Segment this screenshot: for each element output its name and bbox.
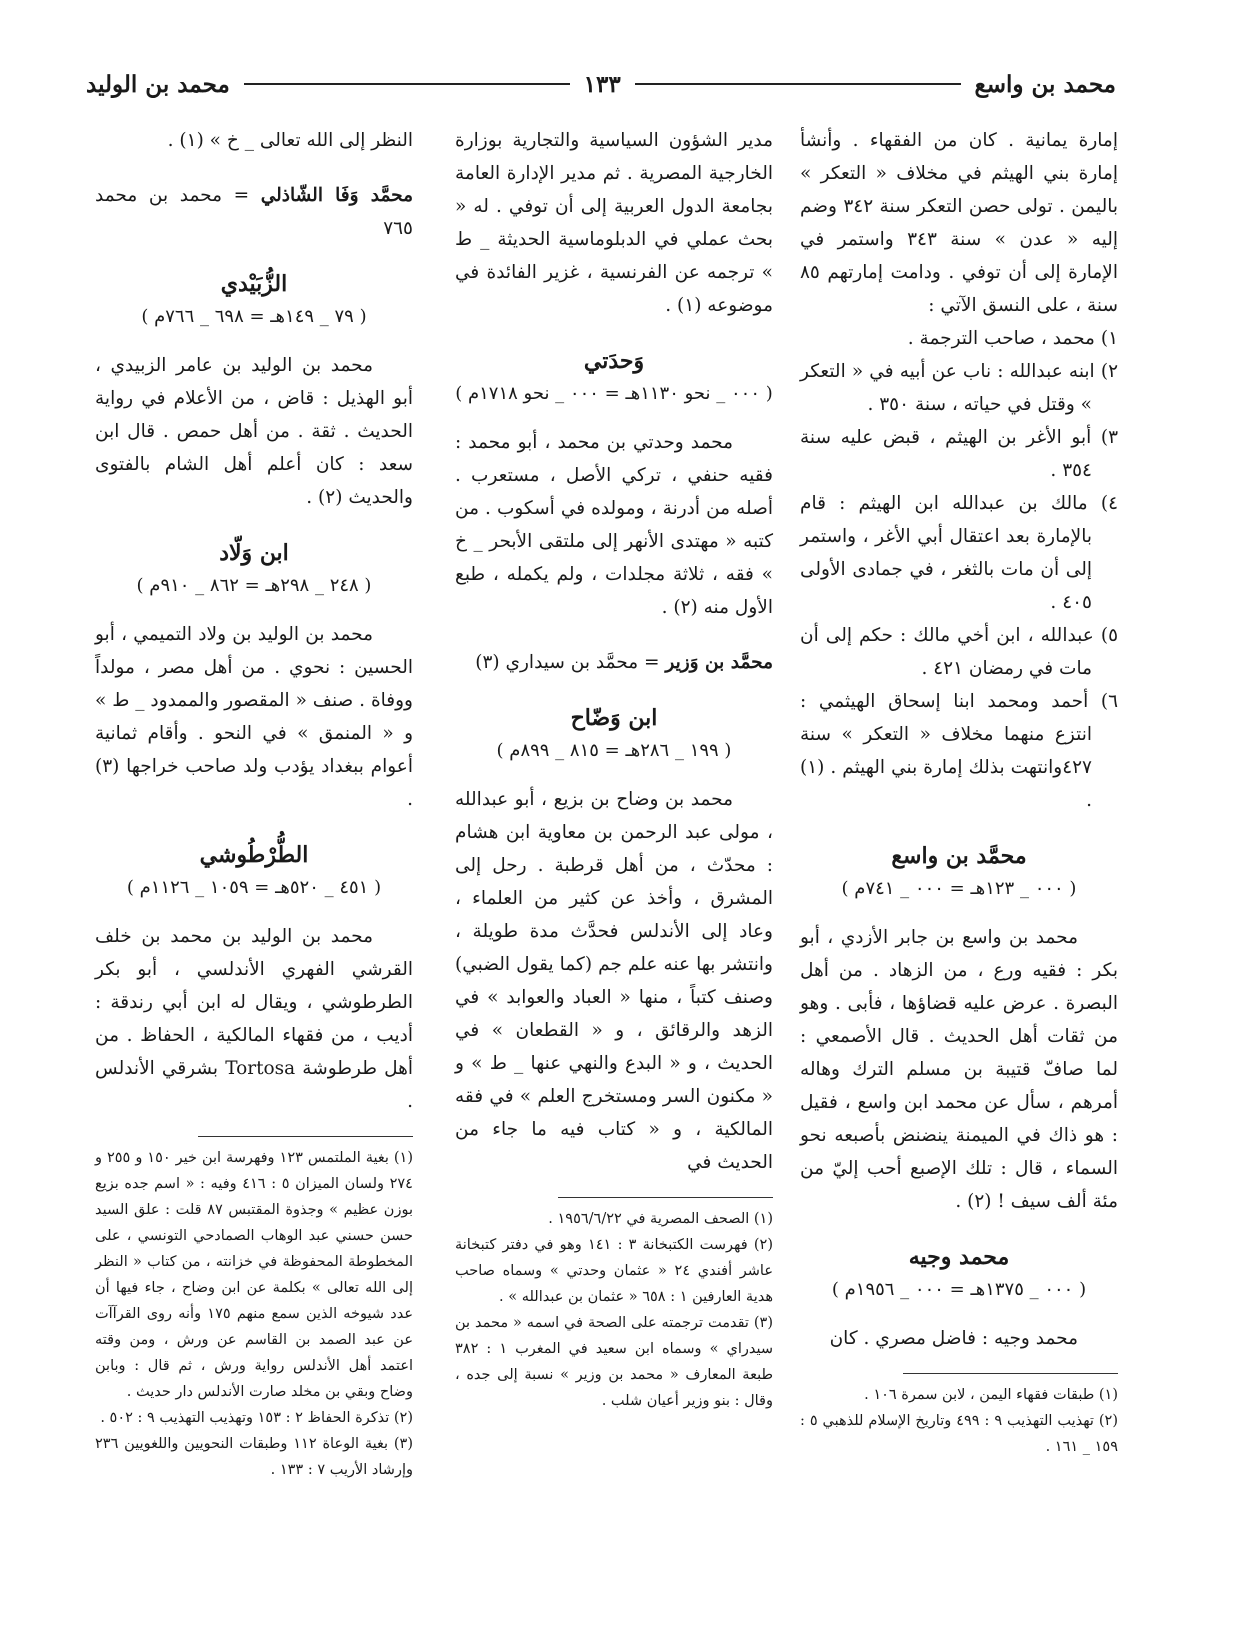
paragraph: مدير الشؤون السياسية والتجارية بوزارة الخارجية المصرية . ثم مدير الإدارة العامة بجامعة الدول العربية إلى أن توفي . له « بحث عملي في الدبلوماسية الحديثة _ ط » ترجمه عن الفرنسية ، غزير الفائدة في موضوعه (١) . bbox=[455, 130, 773, 316]
running-head-left: محمد بن الوليد bbox=[86, 70, 230, 98]
entry-title: محمد وجيه bbox=[908, 1244, 1010, 1270]
header-rule-left bbox=[244, 83, 570, 85]
entry-dates: ( ٧٩ _ ١٤٩هـ = ٦٩٨ _ ٧٦٦م ) bbox=[141, 306, 367, 327]
crossref-target: = محمد بن محمد ٧٦٥ bbox=[95, 185, 413, 239]
list-item: ٣) أبو الأغر بن الهيثم ، قبض عليه سنة ٣٥٤ . bbox=[800, 427, 1118, 481]
entry-title: محمَّد بن واسع bbox=[891, 843, 1027, 869]
entry-text: محمد وجيه : فاضل مصري . كان bbox=[829, 1328, 1078, 1349]
paragraph: إمارة يمانية . كان من الفقهاء . وأنشأ إمارة بني الهيثم في مخلاف « التعكر » باليمن . تولى حصن التعكر سنة ٣٤٢ وضم إليه « عدن » سنة ٣٤٣ واستمر في الإمارة إلى أن توفي . ودامت إمارتهم ٨٥ سنة ، على النسق الآتي : bbox=[800, 130, 1119, 316]
entry-title: الطُّرْطُوشي bbox=[199, 842, 309, 868]
column-left bbox=[95, 124, 413, 1483]
page-header bbox=[86, 62, 1116, 106]
cross-reference bbox=[95, 179, 413, 245]
cross-reference bbox=[455, 646, 773, 679]
crossref-target: = محمَّد بن سيداري (٣) bbox=[475, 652, 666, 673]
entry-dates: ( ٠٠٠ _ نحو ١١٣٠هـ = ٠٠٠ _ نحو ١٧١٨م ) bbox=[455, 383, 773, 404]
page-number: ١٣٣ bbox=[583, 70, 621, 98]
crossref-name: محمَّد بن وَزير bbox=[665, 652, 773, 673]
footnotes bbox=[455, 1206, 773, 1414]
footnote: (٢) فهرست الكتبخانة ٣ : ١٤١ وهو في دفتر كتبخانة عاشر أفندي ٢٤ « عثمان وحدتي » وسماه صاحب هدية العارفين ١ : ٦٥٨ « عثمان بن عبدالله » . bbox=[455, 1237, 773, 1305]
footnote: (١) بغية الملتمس ١٢٣ وفهرسة ابن خير ١٥٠ و ٢٥٥ و ٢٧٤ ولسان الميزان ٥ : ٤١٦ وفيه : « اسم جده بزيع بوزن عظيم » وجذوة المقتبس ٨٧ قلت : علق السيد حسن حسني عبد الوهاب الصمادحي التونسي ، على المخطوطة المحفوظة في خزانته ، من كتاب « النظر إلى الله تعالى » بكلمة عن ابن وضاح ، جاء فيها أن عدد شيوخه الذين سمع منهم ١٧٥ وأنه روى القرآآت عن عبد الصمد بن القاسم عن ورش ، ومن وقته اعتمد أهل الأندلس رواية ورش ، ثم قال : وبابن وضاح وبقي بن مخلد صارت الأندلس دار حديث . bbox=[95, 1150, 413, 1400]
footnote: (٢) تهذيب التهذيب ٩ : ٤٩٩ وتاريخ الإسلام للذهبي ٥ : ١٥٩ _ ١٦١ . bbox=[800, 1413, 1119, 1455]
entry-dates: ( ٠٠٠ _ ١٣٧٥هـ = ٠٠٠ _ ١٩٥٦م ) bbox=[831, 1279, 1087, 1300]
footnote: (٣) بغية الوعاة ١١٢ وطبقات النحويين واللغويين ٢٣٦ وإرشاد الأريب ٧ : ١٣٣ . bbox=[95, 1436, 413, 1478]
footnote-rule bbox=[198, 1136, 413, 1137]
column-right bbox=[800, 124, 1118, 1460]
running-head-right: محمد بن واسع bbox=[974, 70, 1116, 98]
list-item: ٦) أحمد ومحمد ابنا إسحاق الهيثمي : انتزع منهما مخلاف « التعكر » سنة ٤٢٧وانتهت بذلك إمارة بني الهيثم . (١) . bbox=[800, 691, 1118, 811]
footnote-rule bbox=[558, 1197, 773, 1198]
footnote: (٣) تقدمت ترجمته على الصحة في اسمه « محمد بن سيدراي » وسماه ابن سعيد في المغرب ١ : ٣٨٢ طبعة المعارف « محمد بن وزير » نسبة إلى جده ، وقال : بنو وزير أعيان شلب . bbox=[455, 1315, 773, 1409]
entry-text: محمد بن الوليد بن ولاد التميمي ، أبو الحسين : نحوي . من أهل مصر ، مولداً ووفاة . صنف « المقصور والممدود _ ط » و « المنمق » في النحو . وأقام ثمانية أعوام ببغداد يؤدب ولد صاحب خراجها (٣) . bbox=[95, 624, 413, 810]
header-rule-right bbox=[635, 83, 961, 85]
footnote: (١) الصحف المصرية في ١٩٥٦/٦/٢٢ . bbox=[548, 1211, 773, 1227]
entry-text: محمد بن الوليد بن عامر الزبيدي ، أبو الهذيل : قاض ، من الأعلام في رواية الحديث . ثقة . من أهل حمص . قال ابن سعد : كان أعلم أهل الشام بالفتوى والحديث (٢) . bbox=[95, 355, 413, 508]
entry-text: محمد بن وضاح بن بزيع ، أبو عبدالله ، مولى عبد الرحمن بن معاوية ابن هشام : محدّث ، من أهل قرطبة . رحل إلى المشرق ، وأخذ عن كثير من العلماء ، وعاد إلى الأندلس فحدَّث مدة طويلة ، وانتشر بها عنه علم جم (كما يقول الضبي) وصنف كتباً ، منها « العباد والعوابد » في الزهد والرقائق ، و « القطعان » في الحديث ، و « البدع والنهي عنها _ ط » و « مكنون السر ومستخرج العلم » في فقه المالكية ، و « كتاب فيه ما جاء من الحديث في bbox=[455, 789, 773, 1173]
footnote: (١) طبقات فقهاء اليمن ، لابن سمرة ١٠٦ . bbox=[864, 1387, 1118, 1403]
paragraph: النظر إلى الله تعالى _ خ » (١) . bbox=[167, 130, 413, 151]
entry-dates: ( ٢٤٨ _ ٢٩٨هـ = ٨٦٢ _ ٩١٠م ) bbox=[136, 575, 372, 596]
footnotes bbox=[95, 1145, 413, 1483]
list-item: ٤) مالك بن عبدالله ابن الهيثم : قام بالإمارة بعد اعتقال أبي الأغر ، واستمر إلى أن مات بالثغر ، في جمادى الأولى ٤٠٥ . bbox=[800, 493, 1118, 613]
footnote-rule bbox=[903, 1373, 1118, 1374]
footnotes bbox=[800, 1382, 1118, 1460]
entry-dates: ( ١٩٩ _ ٢٨٦هـ = ٨١٥ _ ٨٩٩م ) bbox=[496, 740, 732, 761]
entry-dates: ( ٠٠٠ _ ١٢٣هـ = ٠٠٠ _ ٧٤١م ) bbox=[841, 878, 1077, 899]
entry-title: ابن وَلّاد bbox=[219, 540, 289, 566]
crossref-name: محمَّد وَفَا الشّاذلي bbox=[260, 185, 413, 206]
list-item: ٥) عبدالله ، ابن أخي مالك : حكم إلى أن مات في رمضان ٤٢١ . bbox=[800, 625, 1118, 679]
entry-dates: ( ٤٥١ _ ٥٢٠هـ = ١٠٥٩ _ ١١٢٦م ) bbox=[126, 877, 382, 898]
entry-text: محمد وحدتي بن محمد ، أبو محمد : فقيه حنفي ، تركي الأصل ، مستعرب . أصله من أدرنة ، ومولده في أسكوب . من كتبه « مهتدى الأنهر إلى ملتقى الأبحر _ خ » فقه ، ثلاثة مجلدات ، ولم يكمله ، طبع الأول منه (٢) . bbox=[455, 432, 773, 618]
footnote: (٢) تذكرة الحفاظ ٢ : ١٥٣ وتهذيب التهذيب ٩ : ٥٠٢ . bbox=[100, 1410, 413, 1426]
entry-text: محمد بن واسع بن جابر الأزدي ، أبو بكر : فقيه ورع ، من الزهاد . من أهل البصرة . عرض عليه قضاؤها ، فأبى . وهو من ثقات أهل الحديث . قال الأصمعي : لما صافّ قتيبة بن مسلم الترك وهاله أمرهم ، سأل عن محمد ابن واسع ، فقيل : هو ذاك في الميمنة ينضنض بأصبعه نحو السماء ، قال : تلك الإصبع أحب إليّ من مئة ألف سيف ! (٢) . bbox=[800, 927, 1118, 1212]
list-item: ١) محمد ، صاحب الترجمة . bbox=[907, 328, 1118, 349]
entry-title: ابن وَضّاح bbox=[570, 705, 658, 731]
entry-title: وَحدَتي bbox=[583, 348, 645, 374]
list-item: ٢) ابنه عبدالله : ناب عن أبيه في « التعكر » وقتل في حياته ، سنة ٣٥٠ . bbox=[800, 361, 1118, 415]
entry-text: محمد بن الوليد بن محمد بن خلف القرشي الفهري الأندلسي ، أبو بكر الطرطوشي ، ويقال له ابن أبي رندقة : أديب ، من فقهاء المالكية ، الحفاظ . من أهل طرطوشة Tortosa بشرقي الأندلس . bbox=[95, 926, 413, 1112]
entry-title: الزُّبَيْدي bbox=[220, 271, 288, 297]
column-middle bbox=[455, 124, 773, 1414]
